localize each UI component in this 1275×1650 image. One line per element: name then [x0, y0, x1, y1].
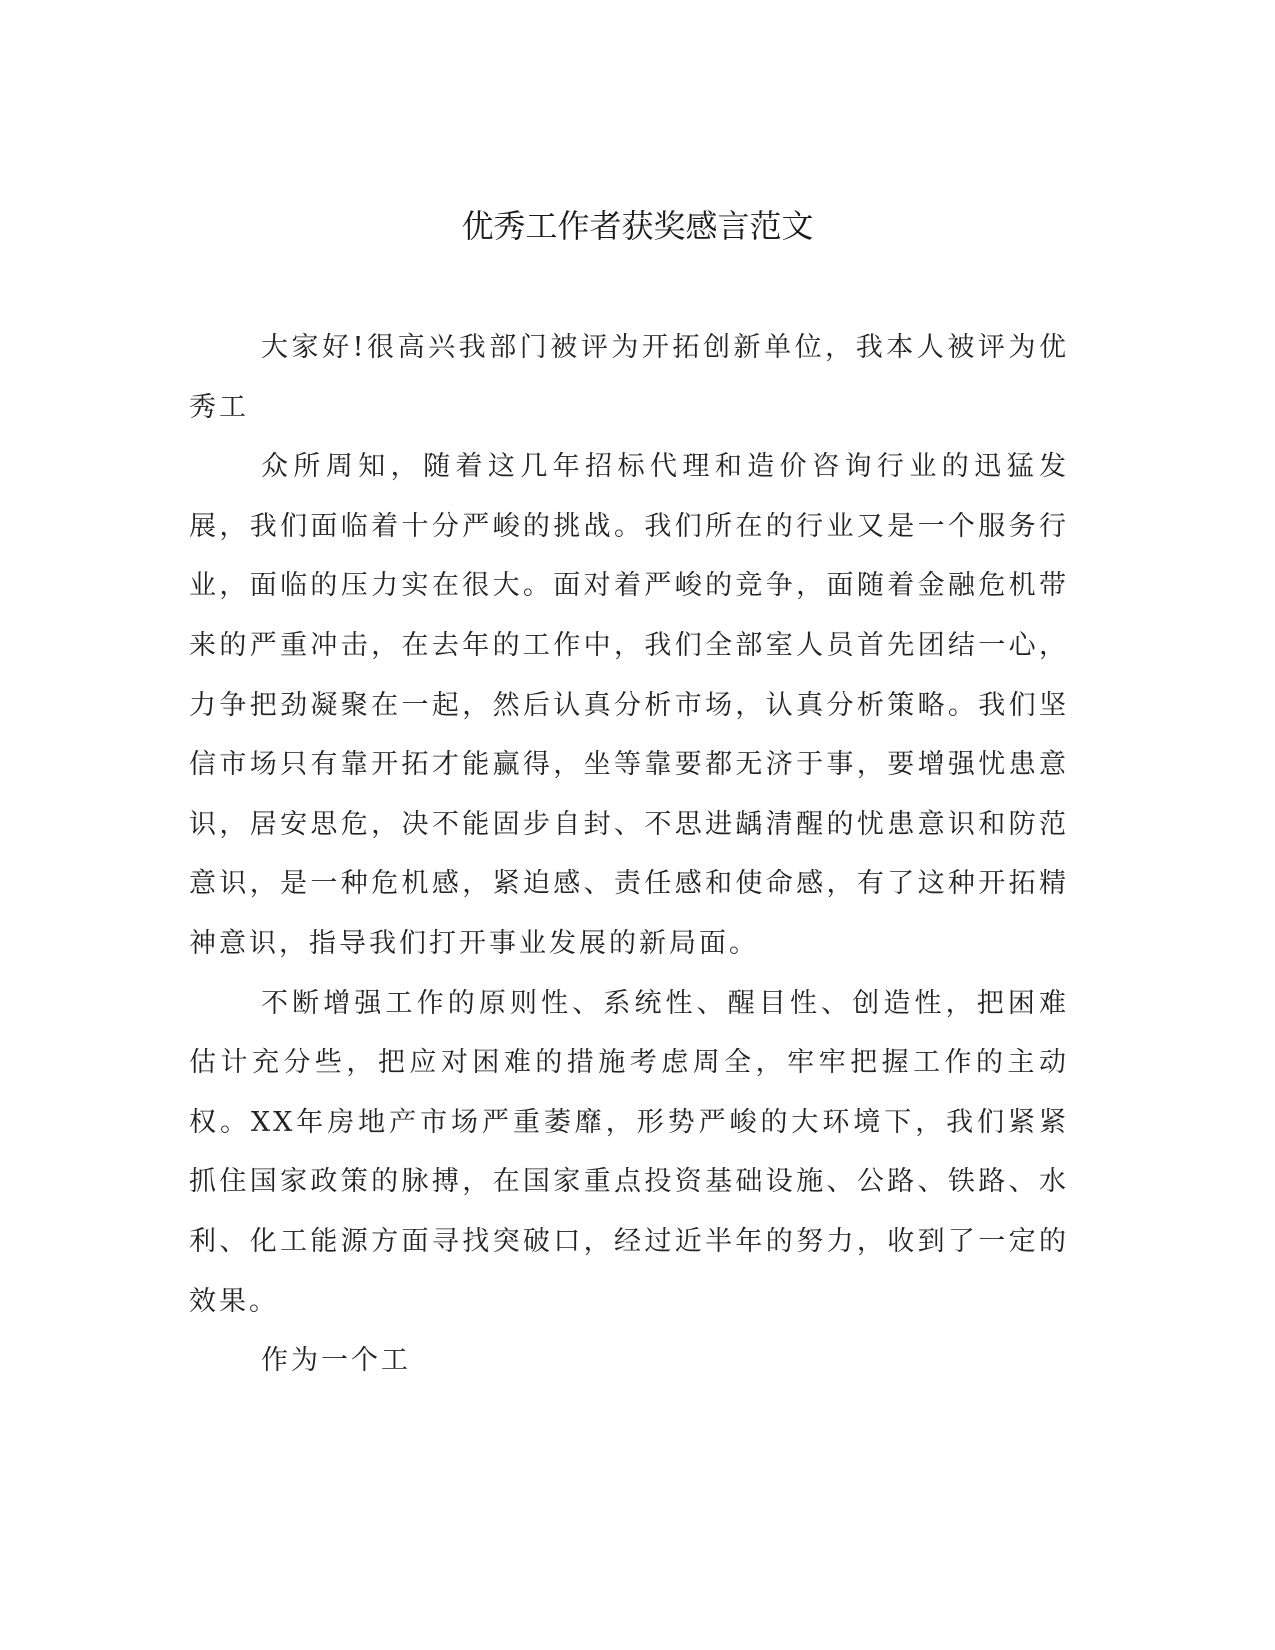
paragraph-industry-challenge: 众所周知，随着这几年招标代理和造价咨询行业的迅猛发展，我们面临着十分严峻的挑战。我们所在的行业又是一个服务行业，面临的压力实在很大。面对着严峻的竞争，面随着金融危机带来的严重冲击，在去年的工作中，我们全部室人员首先团结一心，力争把劲凝聚在一起，然后认真分析市场，认真分析策略。我们坚信市场只有靠开拓才能赢得，坐等靠要都无济于事，要增强忧患意识，居安思危，决不能固步自封、不思进龋清醒的忧患意识和防范意识，是一种危机感，紧迫感、责任感和使命感，有了这种开拓精神意识，指导我们打开事业发展的新局面。 — [189, 451, 1069, 959]
paragraph-closing-fragment: 作为一个工 — [261, 1345, 411, 1377]
paragraph-work-principles: 不断增强工作的原则性、系统性、醒目性、创造性，把困难估计充分些，把应对困难的措施考虑周全，牢牢把握工作的主动权。XX年房地产市场严重萎靡，形势严峻的大环境下，我们紧紧抓住国家政策的脉搏，在国家重点投资基础设施、公路、铁路、水利、化工能源方面寻找突破口，经过近半年的努力，收到了一定的效果。 — [189, 987, 1069, 1317]
document-title: 优秀工作者获奖感言范文 — [461, 207, 814, 245]
document-body — [189, 318, 1069, 1391]
paragraph-greeting: 大家好!很高兴我部门被评为开拓创新单位，我本人被评为优秀工 — [189, 332, 1069, 423]
